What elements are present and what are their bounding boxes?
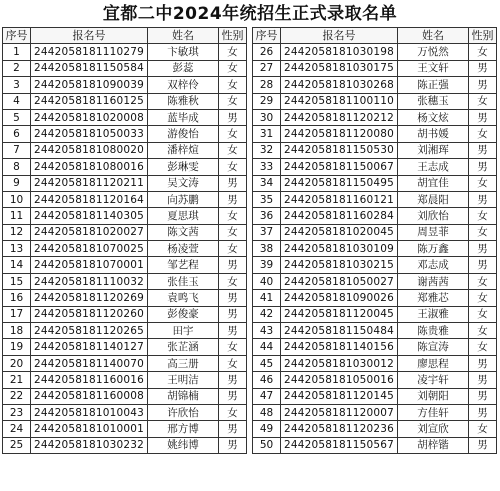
cell-app-no: 2442058181030198 [281, 44, 398, 60]
header-seq: 序号 [253, 28, 281, 44]
cell-gender: 女 [219, 224, 247, 240]
cell-name: 邢方博 [148, 421, 219, 437]
table-header-row [253, 28, 497, 44]
table-row [253, 60, 497, 76]
table-row [3, 437, 247, 453]
cell-name: 陈贵雅 [398, 323, 469, 339]
cell-seq: 14 [3, 257, 31, 273]
cell-name: 袁鸣飞 [148, 290, 219, 306]
cell-gender: 女 [469, 93, 497, 109]
header-name: 姓名 [398, 28, 469, 44]
table-row [3, 323, 247, 339]
cell-seq: 50 [253, 437, 281, 453]
cell-name: 胡梓锴 [398, 437, 469, 453]
cell-gender: 女 [219, 241, 247, 257]
cell-seq: 35 [253, 191, 281, 207]
cell-seq: 2 [3, 60, 31, 76]
cell-name: 陈正强 [398, 77, 469, 93]
cell-name: 廖思程 [398, 355, 469, 371]
cell-seq: 21 [3, 372, 31, 388]
cell-seq: 22 [3, 388, 31, 404]
cell-app-no: 2442058181120269 [31, 290, 148, 306]
cell-gender: 男 [219, 372, 247, 388]
cell-gender: 男 [469, 355, 497, 371]
cell-seq: 12 [3, 224, 31, 240]
cell-gender: 女 [219, 339, 247, 355]
table-row [3, 44, 247, 60]
table-row [3, 306, 247, 322]
cell-name: 彭俊豪 [148, 306, 219, 322]
cell-gender: 男 [219, 257, 247, 273]
cell-name: 邹艺程 [148, 257, 219, 273]
cell-app-no: 2442058181160016 [31, 372, 148, 388]
table-row [253, 257, 497, 273]
cell-name: 郑晨阳 [398, 191, 469, 207]
cell-seq: 15 [3, 273, 31, 289]
cell-seq: 10 [3, 191, 31, 207]
cell-gender: 女 [469, 290, 497, 306]
cell-app-no: 2442058181140305 [31, 208, 148, 224]
table-row [3, 175, 247, 191]
cell-name: 胡锦楠 [148, 388, 219, 404]
cell-seq: 41 [253, 290, 281, 306]
cell-name: 胡书媛 [398, 126, 469, 142]
cell-app-no: 2442058181050027 [281, 273, 398, 289]
cell-name: 周昱菲 [398, 224, 469, 240]
cell-app-no: 2442058181100110 [281, 93, 398, 109]
cell-seq: 43 [253, 323, 281, 339]
table-row [253, 323, 497, 339]
cell-seq: 24 [3, 421, 31, 437]
cell-app-no: 2442058181160121 [281, 191, 398, 207]
cell-gender: 男 [219, 290, 247, 306]
cell-name: 双梓伶 [148, 77, 219, 93]
cell-seq: 25 [3, 437, 31, 453]
cell-name: 王志成 [398, 159, 469, 175]
cell-name: 陈宣涛 [398, 339, 469, 355]
table-row [253, 175, 497, 191]
cell-gender: 男 [219, 421, 247, 437]
cell-seq: 28 [253, 77, 281, 93]
cell-app-no: 2442058181020045 [281, 224, 398, 240]
table-row [253, 437, 497, 453]
cell-gender: 女 [219, 273, 247, 289]
table-row [3, 126, 247, 142]
cell-name: 谢茜茜 [398, 273, 469, 289]
table-row [253, 224, 497, 240]
cell-seq: 32 [253, 142, 281, 158]
cell-name: 潘梓煊 [148, 142, 219, 158]
table-row [3, 241, 247, 257]
cell-name: 高三册 [148, 355, 219, 371]
cell-name: 刘欣怡 [398, 208, 469, 224]
cell-name: 彭蕊 [148, 60, 219, 76]
cell-app-no: 2442058181160008 [31, 388, 148, 404]
cell-seq: 1 [3, 44, 31, 60]
cell-gender: 男 [469, 109, 497, 125]
cell-name: 姚纬博 [148, 437, 219, 453]
cell-seq: 17 [3, 306, 31, 322]
cell-name: 陈雅秋 [148, 93, 219, 109]
cell-gender: 男 [469, 241, 497, 257]
cell-seq: 44 [253, 339, 281, 355]
cell-seq: 38 [253, 241, 281, 257]
cell-gender: 男 [219, 323, 247, 339]
cell-app-no: 2442058181140127 [31, 339, 148, 355]
cell-app-no: 2442058181120265 [31, 323, 148, 339]
cell-gender: 女 [219, 60, 247, 76]
table-row [253, 159, 497, 175]
cell-app-no: 2442058181080020 [31, 142, 148, 158]
cell-gender: 女 [219, 93, 247, 109]
cell-app-no: 2442058181070001 [31, 257, 148, 273]
cell-app-no: 2442058181140070 [31, 355, 148, 371]
cell-gender: 女 [469, 126, 497, 142]
cell-app-no: 2442058181120145 [281, 388, 398, 404]
cell-app-no: 2442058181080016 [31, 159, 148, 175]
cell-seq: 49 [253, 421, 281, 437]
cell-gender: 男 [219, 437, 247, 453]
cell-app-no: 2442058181010043 [31, 404, 148, 420]
cell-gender: 男 [469, 388, 497, 404]
cell-gender: 女 [219, 126, 247, 142]
table-row [253, 372, 497, 388]
cell-gender: 男 [219, 191, 247, 207]
table-row [253, 77, 497, 93]
cell-seq: 48 [253, 404, 281, 420]
cell-gender: 男 [219, 109, 247, 125]
cell-seq: 3 [3, 77, 31, 93]
cell-app-no: 2442058181030215 [281, 257, 398, 273]
cell-name: 田宇 [148, 323, 219, 339]
cell-gender: 男 [469, 77, 497, 93]
cell-seq: 47 [253, 388, 281, 404]
cell-app-no: 2442058181150495 [281, 175, 398, 191]
admission-table-right [252, 27, 497, 454]
cell-name: 许欣怡 [148, 404, 219, 420]
admission-table-left [2, 27, 247, 454]
table-row [253, 44, 497, 60]
table-row [3, 372, 247, 388]
table-row [253, 404, 497, 420]
cell-name: 刘朝阳 [398, 388, 469, 404]
cell-app-no: 2442058181030268 [281, 77, 398, 93]
table-row [3, 159, 247, 175]
cell-seq: 46 [253, 372, 281, 388]
cell-gender: 男 [469, 404, 497, 420]
cell-name: 陈文茜 [148, 224, 219, 240]
cell-seq: 34 [253, 175, 281, 191]
cell-seq: 8 [3, 159, 31, 175]
cell-app-no: 2442058181110032 [31, 273, 148, 289]
cell-app-no: 2442058181030109 [281, 241, 398, 257]
table-row [253, 109, 497, 125]
cell-name: 刘湘珲 [398, 142, 469, 158]
table-row [253, 241, 497, 257]
cell-app-no: 2442058181160125 [31, 93, 148, 109]
header-gender: 性别 [469, 28, 497, 44]
cell-app-no: 2442058181150530 [281, 142, 398, 158]
cell-gender: 女 [469, 224, 497, 240]
cell-app-no: 2442058181120260 [31, 306, 148, 322]
table-row [3, 77, 247, 93]
cell-name: 王淑雅 [398, 306, 469, 322]
table-row [253, 388, 497, 404]
cell-gender: 女 [219, 404, 247, 420]
table-row [3, 339, 247, 355]
cell-name: 万悦然 [398, 44, 469, 60]
cell-seq: 19 [3, 339, 31, 355]
cell-app-no: 2442058181120212 [281, 109, 398, 125]
cell-name: 邓志成 [398, 257, 469, 273]
cell-seq: 9 [3, 175, 31, 191]
cell-name: 向苏鹏 [148, 191, 219, 207]
table-row [3, 191, 247, 207]
cell-app-no: 2442058181030012 [281, 355, 398, 371]
cell-seq: 31 [253, 126, 281, 142]
table-row [253, 142, 497, 158]
cell-name: 张穗玉 [398, 93, 469, 109]
cell-app-no: 2442058181150067 [281, 159, 398, 175]
cell-seq: 26 [253, 44, 281, 60]
table-row [253, 339, 497, 355]
cell-app-no: 2442058181120045 [281, 306, 398, 322]
cell-gender: 男 [219, 175, 247, 191]
table-row [253, 126, 497, 142]
header-app-no: 报名号 [281, 28, 398, 44]
cell-name: 王文轩 [398, 60, 469, 76]
cell-gender: 女 [469, 306, 497, 322]
table-row [253, 191, 497, 207]
cell-name: 张佳玉 [148, 273, 219, 289]
cell-seq: 16 [3, 290, 31, 306]
cell-seq: 4 [3, 93, 31, 109]
cell-seq: 5 [3, 109, 31, 125]
header-seq: 序号 [3, 28, 31, 44]
cell-seq: 18 [3, 323, 31, 339]
cell-seq: 30 [253, 109, 281, 125]
cell-gender: 女 [469, 44, 497, 60]
cell-app-no: 2442058181090026 [281, 290, 398, 306]
cell-name: 卞敏琪 [148, 44, 219, 60]
cell-seq: 37 [253, 224, 281, 240]
cell-name: 彭琳雯 [148, 159, 219, 175]
table-row [3, 60, 247, 76]
cell-app-no: 2442058181030232 [31, 437, 148, 453]
cell-gender: 男 [469, 437, 497, 453]
cell-gender: 男 [219, 388, 247, 404]
table-row [3, 290, 247, 306]
page-title: 宜都二中2024年统招生正式录取名单 [102, 4, 398, 24]
cell-app-no: 2442058181070025 [31, 241, 148, 257]
cell-name: 王明洁 [148, 372, 219, 388]
header-gender: 性别 [219, 28, 247, 44]
table-row [253, 290, 497, 306]
cell-gender: 女 [219, 142, 247, 158]
table-row [3, 93, 247, 109]
table-row [3, 355, 247, 371]
table-row [253, 93, 497, 109]
cell-name: 蓝毕成 [148, 109, 219, 125]
cell-gender: 男 [469, 257, 497, 273]
cell-app-no: 2442058181090039 [31, 77, 148, 93]
cell-name: 夏思琪 [148, 208, 219, 224]
cell-name: 张芷涵 [148, 339, 219, 355]
cell-app-no: 2442058181020027 [31, 224, 148, 240]
cell-seq: 45 [253, 355, 281, 371]
cell-seq: 20 [3, 355, 31, 371]
cell-gender: 男 [469, 142, 497, 158]
header-name: 姓名 [148, 28, 219, 44]
cell-seq: 29 [253, 93, 281, 109]
cell-app-no: 2442058181050033 [31, 126, 148, 142]
cell-name: 胡宜佳 [398, 175, 469, 191]
cell-gender: 女 [469, 208, 497, 224]
cell-name: 刘宣欣 [398, 421, 469, 437]
cell-app-no: 2442058181150484 [281, 323, 398, 339]
cell-app-no: 2442058181150567 [281, 437, 398, 453]
cell-seq: 27 [253, 60, 281, 76]
cell-app-no: 2442058181120211 [31, 175, 148, 191]
cell-seq: 42 [253, 306, 281, 322]
table-row [3, 109, 247, 125]
cell-gender: 女 [469, 273, 497, 289]
cell-gender: 男 [469, 60, 497, 76]
table-row [253, 273, 497, 289]
cell-gender: 女 [219, 159, 247, 175]
cell-name: 游俊怡 [148, 126, 219, 142]
table-row [3, 142, 247, 158]
table-row [253, 355, 497, 371]
cell-app-no: 2442058181150584 [31, 60, 148, 76]
table-row [253, 208, 497, 224]
cell-seq: 23 [3, 404, 31, 420]
cell-name: 郑雅芯 [398, 290, 469, 306]
cell-seq: 36 [253, 208, 281, 224]
cell-name: 吴文涛 [148, 175, 219, 191]
cell-name: 陈万鑫 [398, 241, 469, 257]
cell-app-no: 2442058181030175 [281, 60, 398, 76]
table-row [253, 421, 497, 437]
table-row [3, 257, 247, 273]
table-row [3, 273, 247, 289]
cell-app-no: 2442058181120236 [281, 421, 398, 437]
cell-gender: 男 [469, 159, 497, 175]
cell-seq: 6 [3, 126, 31, 142]
table-row [3, 208, 247, 224]
cell-gender: 女 [469, 175, 497, 191]
cell-app-no: 2442058181120164 [31, 191, 148, 207]
table-row [3, 224, 247, 240]
cell-gender: 男 [219, 306, 247, 322]
table-row [3, 421, 247, 437]
cell-gender: 女 [219, 77, 247, 93]
table-header-row [3, 28, 247, 44]
cell-app-no: 2442058181050016 [281, 372, 398, 388]
cell-app-no: 2442058181160284 [281, 208, 398, 224]
cell-seq: 13 [3, 241, 31, 257]
cell-gender: 女 [469, 421, 497, 437]
cell-app-no: 2442058181110279 [31, 44, 148, 60]
cell-seq: 33 [253, 159, 281, 175]
cell-seq: 7 [3, 142, 31, 158]
cell-app-no: 2442058181140156 [281, 339, 398, 355]
table-row [253, 306, 497, 322]
cell-gender: 女 [219, 355, 247, 371]
cell-app-no: 2442058181120080 [281, 126, 398, 142]
cell-gender: 男 [469, 372, 497, 388]
cell-seq: 40 [253, 273, 281, 289]
cell-gender: 女 [469, 323, 497, 339]
cell-seq: 11 [3, 208, 31, 224]
cell-name: 方佳轩 [398, 404, 469, 420]
header-app-no: 报名号 [31, 28, 148, 44]
cell-name: 杨凌萱 [148, 241, 219, 257]
cell-gender: 女 [469, 339, 497, 355]
table-row [3, 388, 247, 404]
cell-name: 凌宇轩 [398, 372, 469, 388]
cell-app-no: 2442058181010001 [31, 421, 148, 437]
cell-name: 杨文炫 [398, 109, 469, 125]
cell-gender: 女 [219, 208, 247, 224]
cell-seq: 39 [253, 257, 281, 273]
cell-gender: 女 [219, 44, 247, 60]
table-row [3, 404, 247, 420]
cell-app-no: 2442058181120007 [281, 404, 398, 420]
cell-gender: 男 [469, 191, 497, 207]
cell-app-no: 2442058181020008 [31, 109, 148, 125]
